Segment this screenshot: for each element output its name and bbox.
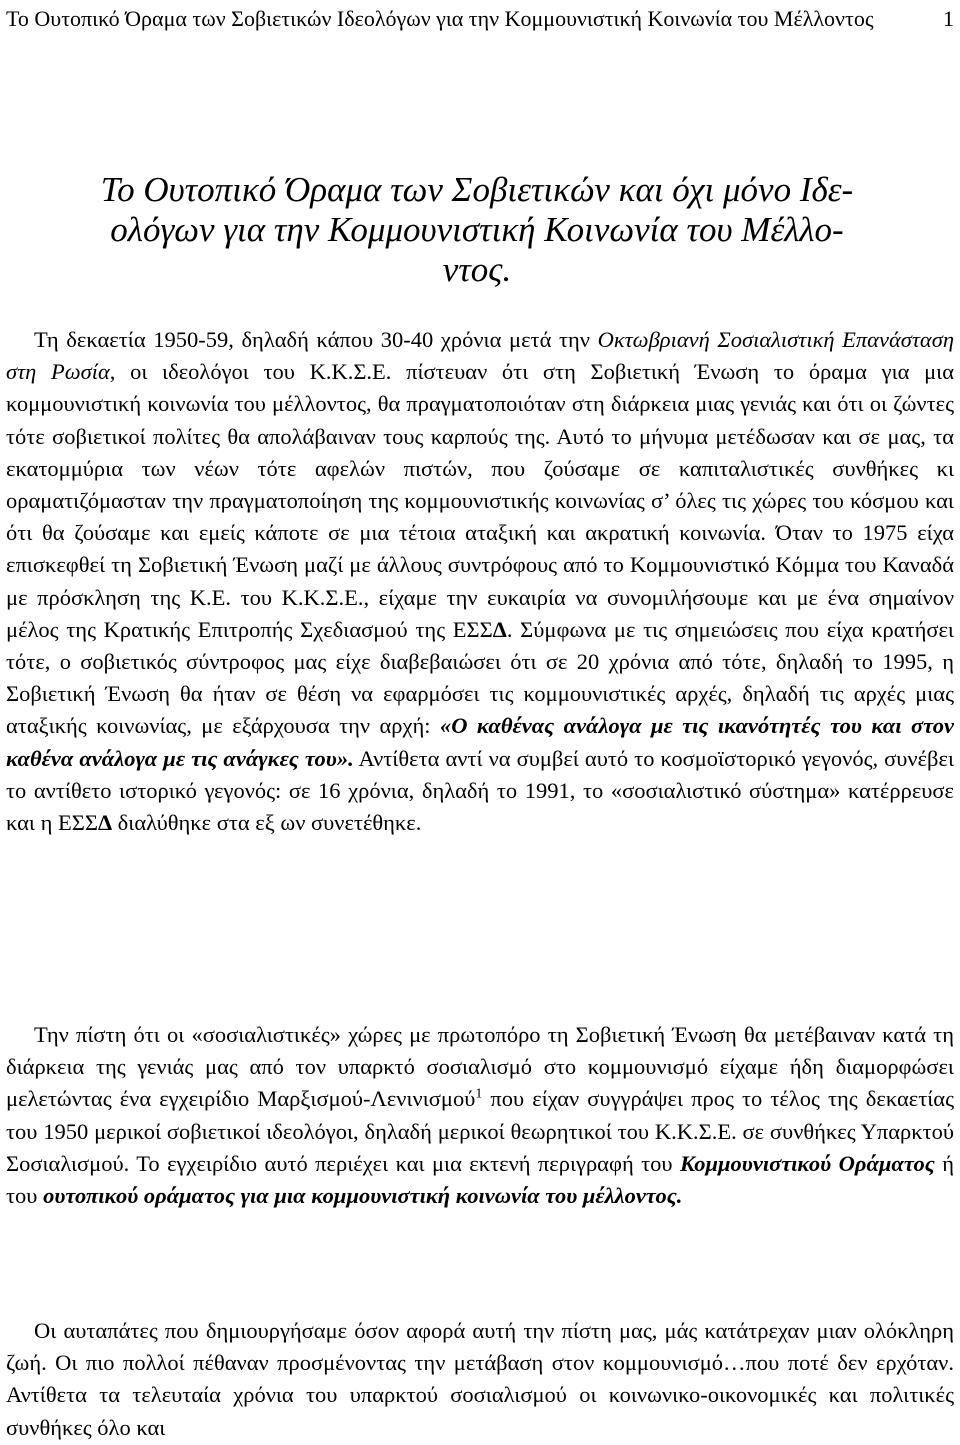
p1-italic-revolution: Οκτωβριανή Σοσιαλιστική Επανάσταση στη Ρωσία (6, 327, 954, 385)
p1-text-7: Αντίθετα αντί να συμβεί αυτό το κοσμοϊστορικό γεγονός, συνέβει το αντίθετο ιστορικό γεγονός: σε 16 χρόνια, δηλαδή το 1991, το «σοσιαλιστικό σύστημα» κατέρρευσε και η ΕΣΣ (6, 745, 955, 836)
document-title (6, 170, 948, 290)
paragraph-2 (6, 1019, 954, 1212)
title-line-1: Το Ουτοπικό Όραμα των Σοβιετικών και όχι μόνο Ιδε- (100, 170, 854, 209)
running-title: Το Ουτοπικό Όραμα των Σοβιετικών Ιδεολόγων για την Κομμουνιστική Κοινωνία του Μέλλοντος (6, 6, 874, 31)
running-header (6, 5, 954, 33)
p1-text-1: Τη δεκαετία 1950-59, δηλαδή κάπου 30-40 χρόνια μετά την (34, 327, 598, 352)
p3-text-1: Οι αυταπάτες που δημιουργήσαμε όσον αφορά αυτή την πίστη μας, μάς κατάτρεχαν μιαν ολόκληρη ζωή. Οι πιο πολλοί πέθαναν προσμένοντας την μετάβαση στον κομμουνισμό…που ποτέ δεν ερχόταν. Αντίθετα τα τελευταία χρόνια του υπαρκτού σοσιαλισμού οι κοινωνικο-οικονομικές και πολιτικές συνθήκες όλο και (6, 1318, 954, 1440)
p1-text-9: διαλύθηκε στα εξ ων συνετέθηκε. (112, 810, 422, 836)
p2-text-4: ή του (6, 1150, 954, 1209)
title-line-2: ολόγων για την Κομμουνιστική Κοινωνία του Μέλλο- (110, 210, 844, 249)
p1-bold-delta-2: Δ (97, 810, 113, 836)
page-number: 1 (943, 6, 954, 31)
paragraph-3 (6, 1315, 954, 1444)
p2-text-2: που είχαν συγγράψει προς το τέλος της δεκαετίας του 1950 μερικοί σοβιετικοί ιδεολόγοι, δηλαδή μερικοί θεωρητικοί του Κ.Κ.Σ.Ε. σε συνθήκες Υπαρκτού Σοσιαλισμού. Το εγχειρίδιο αυτό περιέχει και μια εκτενή περιγραφή του (6, 1086, 955, 1176)
paragraph-1 (6, 324, 954, 839)
p1-text-3: , οι ιδεολόγοι του Κ.Κ.Σ.Ε. πίστευαν ότι στη Σοβιετική Ένωση το όραμα για μια κομμουνιστική κοινωνία του μέλλοντος, θα πραγματοποιόταν στη διάρκεια μιας γενιάς και ότι οι ζώντες τότε σοβιετικοί πολίτες θα απολάβαιναν τους καρπούς της. Αυτό το μήνυμα μετέδωσαν και σε μας, τα εκατομμύρια των νέων τότε αφελών πιστών, που ζούσαμε σε καπιταλιστικές συνθήκες κι οραματιζόμασταν την πραγματοποίηση της κομμουνιστικής κοινωνίας σ’ όλες τις χώρες του κόσμου και ότι θα ζούσαμε και εμείς κάποτε σε μια τέτοια αταξική και ακρατική κοινωνία. Όταν το 1975 είχα επισκεφθεί τη Σοβιετική Ένωση μαζί με άλλους συντρόφους από το Κομμουνιστικό Κόμμα του Καναδά με πρόσκληση της Κ.Ε. του Κ.Κ.Σ.Ε., είχαμε την ευκαιρία να συνομιλήσουμε και με ένα σημαίνον μέλος της Κρατικής Επιτροπής Σχεδιασμού της ΕΣΣ (6, 359, 954, 642)
p2-bold-italic-utopian: ουτοπικού οράματος για μια κομμουνιστική κοινωνία του μέλλοντος. (43, 1183, 683, 1209)
p1-text-5: . Σύμφωνα με τις σημειώσεις που είχα κρατήσει τότε, ο σοβιετικός σύντροφος μας είχε διαβεβαιώσει ότι σε 20 χρόνια από τότε, δηλαδή το 1995, η Σοβιετική Ένωση θα ήταν σε θέση να εφαρμόσει τις κομμουνιστικές αρχές, δηλαδή τις αρχές μιας αταξικής κοινωνίας, με εξάρχουσα την αρχή: (6, 616, 954, 739)
p2-text-1: Την πίστη ότι οι «σοσιαλιστικές» χώρες με πρωτοπόρο τη Σοβιετική Ένωση θα μετέβαιναν κατά τη διάρκεια της γενιάς μας από τον υπαρκτό σοσιαλισμό στο κομμουνισμό είχαμε ήδη διαμορφώσει μελετώντας ένα εγχειρίδιο Μαρξισμού-Λενινισμού (6, 1022, 954, 1112)
p1-quote-principle: «Ο καθένας ανάλογα με τις ικανότητές του και στον καθένα ανάλογα με τις ανάγκες του». (6, 713, 954, 771)
p2-bold-italic-vision: Κομμουνιστικού Οράματος (679, 1150, 935, 1176)
title-line-3: ντος. (442, 250, 512, 289)
p1-bold-delta-1: Δ (492, 616, 507, 642)
footnote-ref-1[interactable]: 1 (475, 1086, 483, 1102)
